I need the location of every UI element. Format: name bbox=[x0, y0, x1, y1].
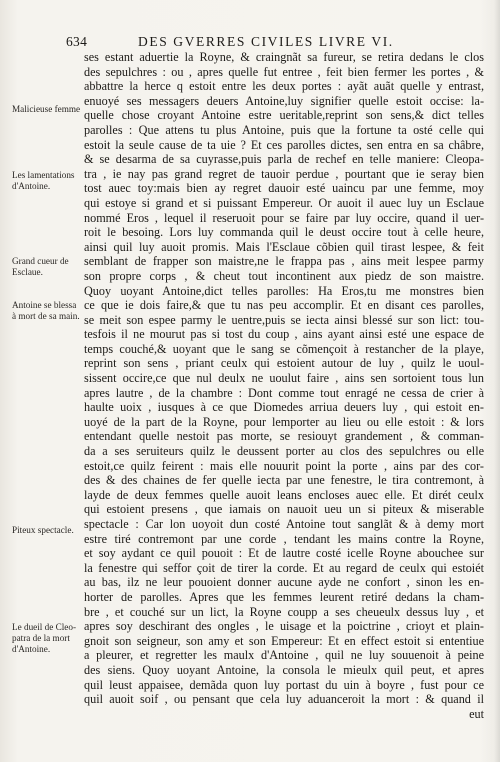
body-line: ainsi quil luy auoit promis. Mais l'Esclaue cõbien quil tirast lespee, & feit bbox=[84, 239, 484, 254]
body-line: des siens. Quoy uoyant Antoine, la consola le mieulx quil peut, et apres bbox=[84, 662, 484, 677]
body-line: des sepulchres : ou , apres quelle fut entree , feit bien fermer les portes , & bbox=[84, 64, 484, 79]
body-line: parolles : Que attens tu plus Antoine, puis que la fortune ta osté celle qui bbox=[84, 122, 484, 137]
body-line: et soy aydant ce quil pouoit : Et de lautre costé icelle Royne abouchee sur bbox=[84, 546, 484, 561]
body-line: entendant quelle nestoit pas morte, se resiouyt grandement , & comman- bbox=[84, 429, 484, 444]
body-line: quil leust appaisee, demãda quon luy portast du uin à boyre , fust pour ce bbox=[84, 677, 484, 692]
body-line: layde de deux femmes quelle auoit leans encloses auec elle. Et dirét ceulx bbox=[84, 487, 484, 502]
margin-note-line: d'Antoine. bbox=[12, 643, 51, 654]
body-line: des & des chaines de fer quelle iecta par une fenestre, le tira contremont, à bbox=[84, 473, 484, 488]
body-line: semblant de frapper son maistre,ne le frappa pas , ains meit lespee parmy bbox=[84, 254, 484, 269]
body-line: la fenestre qui seffor çoit de tirer la corde. Et au regard de ceulx qui estoiét bbox=[84, 560, 484, 575]
body-line: gnoit son seigneur, son amy et son Empereur: Et en effect estoit si ententiue bbox=[84, 633, 484, 648]
body-line: abbattre la herce q estoit entre les deux portes : ayãt auãt quelle y entrast, bbox=[84, 79, 484, 94]
body-line: reprint son sens , priant ceulx qui estoient autour de luy , quilz le uoul- bbox=[84, 356, 484, 371]
margin-note-line: d'Antoine. bbox=[12, 180, 51, 191]
body-line: quelle chose croyant Antoine estre ueritable,reprint son sens,& dict telles bbox=[84, 108, 484, 123]
body-line: nommé Eros , lequel il reseruoit pour se faire par luy occire, quand il uer- bbox=[84, 210, 484, 225]
body-line: roit le besoing. Lors luy commanda quil le deust occire tout à celle heure, bbox=[84, 225, 484, 240]
body-line: da a ses seruiteurs quilz le deussent porter au clos des sepulchres ou elle bbox=[84, 444, 484, 459]
body-line: qui estoye si grand et si puissant Empereur. Or auoit il auec luy un Esclaue bbox=[84, 195, 484, 210]
body-line: spectacle : Car lon uoyoit dun costé Antoine tout sanglãt & à demy mort bbox=[84, 517, 484, 531]
body-line: estoit la seule cause de ta uie ? Et ces parolles dictes, sen entra en sa châbre, bbox=[84, 137, 484, 152]
body-line: au bas, ilz ne leur pouoient donner aucune ayde ne confort , sinon les en- bbox=[84, 575, 484, 590]
margin-note-antoine-blessa bbox=[12, 300, 92, 322]
body-line: apres soy deschirant des ongles , le uisage et la poictrine , crioyt et plain- bbox=[84, 619, 484, 634]
body-line: sissent occire,ce que nul deulx ne uoulut faire , ains sen sortoient tous lun bbox=[84, 371, 484, 386]
running-title: DES GVERRES CIVILES LIVRE VI. bbox=[138, 34, 394, 49]
body-line: son propre corps , & cheut tout incontinent aux piedz de son maistre. bbox=[84, 268, 484, 283]
margin-note-line: Les lamentations bbox=[12, 170, 75, 180]
body-line: qui estoient presens , que iamais on nauoit ueu un si piteux & miserable bbox=[84, 502, 484, 517]
body-text bbox=[84, 50, 484, 721]
body-line: horter de parolles. Apres que les femmes leurent retiré dedans la cham- bbox=[84, 589, 484, 604]
margin-note-malicieuse bbox=[12, 104, 92, 115]
margin-note-line: Le dueil de Cleo- bbox=[12, 622, 77, 632]
body-line: eut bbox=[469, 706, 484, 721]
body-line: se meit son espee parmy le uentre,puis se iecta ainsi blessé sur son lict: tou- bbox=[84, 312, 484, 327]
body-line: temps couché,& uoyant que le sang se cõmençoit à restancher de la playe, bbox=[84, 341, 484, 356]
body-line: Quoy uoyant Antoine,dict telles parolles: Ha Eros,tu me monstres bien bbox=[84, 283, 484, 298]
body-line: bre , et couché sur un lict, la Royne coupp a ses cheueulx dessus luy , et bbox=[84, 604, 484, 619]
margin-note-line: Piteux spectacle. bbox=[12, 525, 74, 535]
margin-note-line: Esclaue. bbox=[12, 266, 43, 277]
body-line: ses estant aduertie la Royne, & craingnãt sa fureur, se retira dedans le clos bbox=[84, 50, 484, 64]
body-line: haulte uoix , iusques à ce que Diomedes arriua deuers luy , qui estoit en- bbox=[84, 400, 484, 415]
page-number: 634 bbox=[66, 34, 88, 49]
body-line: enuoyé ses messagers deuers Antoine,luy signifier quelle estoit occise: la- bbox=[84, 93, 484, 108]
margin-note-grand-cueur bbox=[12, 256, 92, 278]
body-line: estoit,ce quilz feirent : mais elle nouurit point la porte , ains par des cor- bbox=[84, 458, 484, 473]
page-edge bbox=[494, 0, 500, 762]
margin-note-dueil bbox=[12, 622, 92, 654]
body-line: uoyé de la part de la Royne, pour lemporter au lieu ou elle estoit : & lors bbox=[84, 414, 484, 429]
margin-note-lamentations bbox=[12, 170, 92, 192]
body-line: tesfois il ne mourut pas si tost du coup , ains ayant ainsi esté une espace de bbox=[84, 327, 484, 342]
body-line: ce que ie dois faire,& que tu nas peu accomplir. Et en disant ces parolles, bbox=[84, 298, 484, 313]
margin-note-line: patra de la mort bbox=[12, 632, 70, 643]
body-line: tost auec toy:mais bien ay regret dauoir esté uaincu par une femme, moy bbox=[84, 181, 484, 196]
body-line: apres lautre , de la chambre : Dont comme tout enragé ne cessa de crier à bbox=[84, 385, 484, 400]
body-line: tra , ie nay pas grand regret de tauoir perdue , pourtant que ie seray bien bbox=[84, 166, 484, 181]
margin-note-line: à mort de sa main. bbox=[12, 310, 80, 321]
margin-note-line: Grand cueur de bbox=[12, 256, 69, 266]
body-line: estre tiré contremont par une corde , tendant les mains contre la Royne, bbox=[84, 531, 484, 546]
margin-note-line: Malicieuse femme bbox=[12, 104, 81, 114]
body-line: & se desarma de sa cuyrasse,puis parla de rechef en telle maniere: Cleopa- bbox=[84, 152, 484, 167]
body-line: a pleurer, et regretter les maulx d'Antoine , quil ne luy souuenoit à peine bbox=[84, 648, 484, 663]
body-line: quil auoit soif , ou pensant que cela luy aduanceroit la mort : & quand il bbox=[84, 692, 484, 707]
margin-note-piteux bbox=[12, 525, 92, 536]
margin-note-line: Antoine se blessa bbox=[12, 300, 77, 310]
